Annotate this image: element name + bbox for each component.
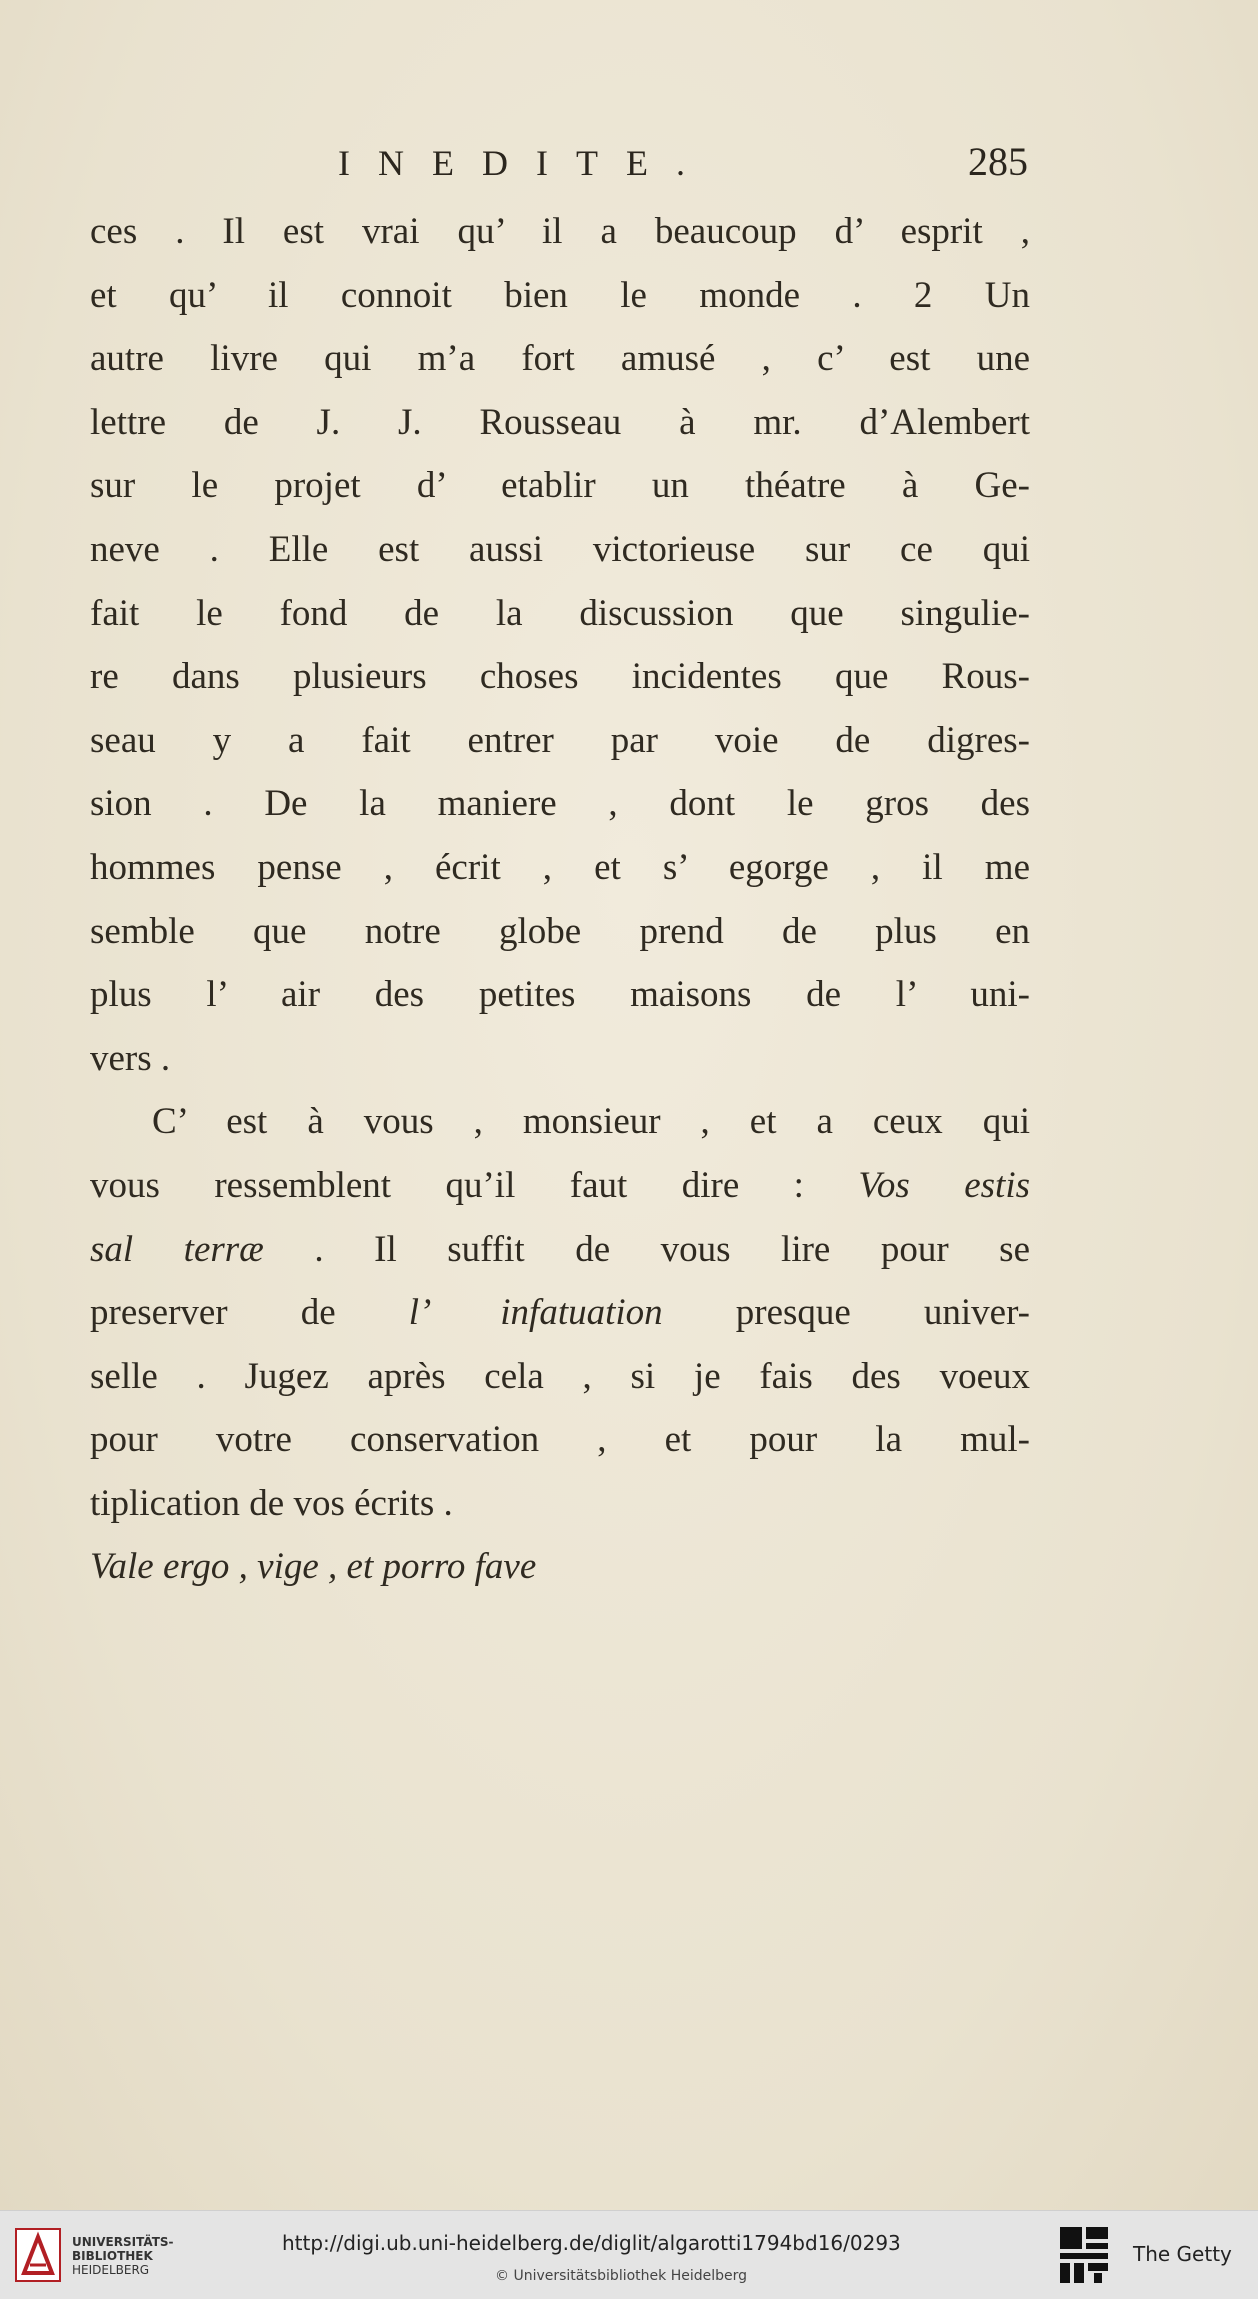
institution-line: BIBLIOTHEK <box>72 2249 153 2263</box>
text-line: C’ est à vous , monsieur , et a ceux qui <box>152 1101 1030 1143</box>
text-line: hommes pense , écrit , et s’ egorge , il me <box>90 846 1030 888</box>
text-segment: vous ressemblent qu’il faut dire : <box>90 1164 804 1206</box>
text-line: re dans plusieurs choses incidentes que Rous- <box>90 656 1030 698</box>
body-text <box>90 200 1030 1599</box>
text-line: sion . De la maniere , dont le gros des <box>90 783 1030 825</box>
closing-salutation: Vale ergo , vige , et porro fave <box>90 1546 537 1588</box>
text-line: neve . Elle est aussi victorieuse sur ce qui <box>90 528 1030 570</box>
page-header <box>338 138 1028 198</box>
text-line: ces . Il est vrai qu’ il a beaucoup d’ esprit , <box>90 211 1030 252</box>
getty-logo-icon <box>1058 2225 1112 2287</box>
text-segment: preserver de <box>90 1292 336 1334</box>
text-line: pour votre conservation , et pour la mul- <box>90 1419 1030 1461</box>
latin-quote: Vos estis <box>858 1164 1030 1206</box>
partner-name: The Getty <box>1133 2242 1232 2266</box>
text-segment: presque univer- <box>735 1292 1031 1334</box>
text-segment: . Il suffit de vous lire pour se <box>314 1228 1031 1270</box>
text-line: tiplication de vos écrits . <box>90 1482 453 1524</box>
page-number: 285 <box>968 139 1028 184</box>
institution-name <box>72 2235 174 2277</box>
text-line <box>90 1218 1030 1282</box>
text-line: fait le fond de la discussion que singulie- <box>90 592 1030 634</box>
text-line: seau y a fait entrer par voie de digres- <box>90 719 1030 761</box>
text-line: sur le projet d’ etablir un théatre à Ge- <box>90 465 1030 507</box>
latin-quote: sal terræ <box>90 1228 264 1270</box>
permalink-url[interactable]: http://digi.ub.uni-heidelberg.de/diglit/algarotti1794bd16/0293 <box>282 2231 901 2255</box>
institution-line: HEIDELBERG <box>72 2263 150 2277</box>
text-line: vers . <box>90 1037 171 1079</box>
text-line: et qu’ il connoit bien le monde . 2 Un <box>90 274 1030 316</box>
copyright-notice: © Universitätsbibliothek Heidelberg <box>495 2268 748 2284</box>
viewer-footer <box>0 2210 1258 2299</box>
text-line: selle . Jugez après cela , si je fais des voeux <box>90 1355 1030 1397</box>
running-title: INEDITE. <box>338 143 713 183</box>
text-line: plus l’ air des petites maisons de l’ uni- <box>90 974 1030 1016</box>
italic-term: l’ infatuation <box>408 1292 663 1334</box>
institution-line: UNIVERSITÄTS- <box>72 2235 174 2249</box>
text-line: autre livre qui m’a fort amusé , c’ est une <box>90 338 1030 380</box>
text-line <box>90 1154 1030 1218</box>
text-line: semble que notre globe prend de plus en <box>90 910 1030 952</box>
text-line <box>90 1281 1030 1345</box>
university-library-logo-icon <box>14 2225 62 2285</box>
text-line: lettre de J. J. Rousseau à mr. d’Alembert <box>90 401 1030 443</box>
